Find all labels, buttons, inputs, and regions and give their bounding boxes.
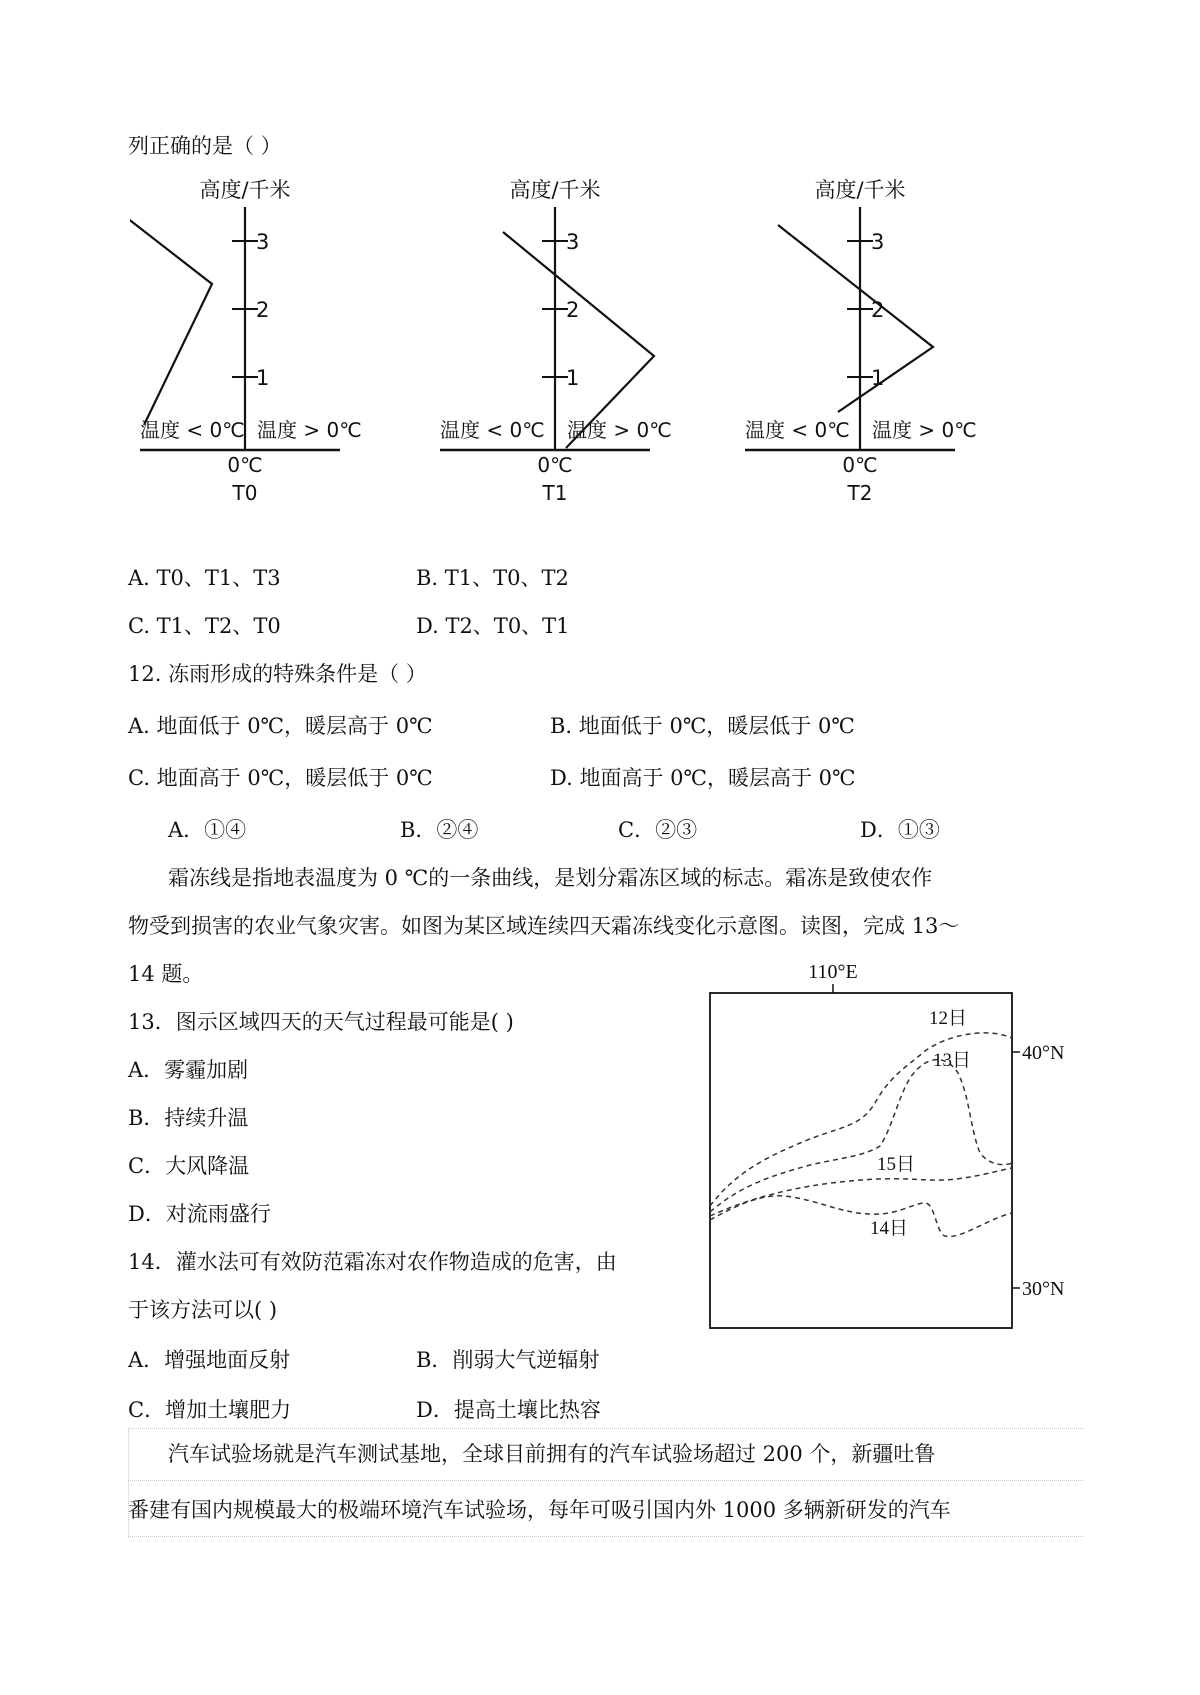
map-frame [710, 993, 1012, 1328]
tick-label-1: 1 [256, 366, 270, 390]
stray-option-c: C．②③ [618, 818, 698, 842]
stray-option-d: D．①③ [860, 818, 940, 842]
intro-line: 列正确的是（ ） [128, 134, 282, 158]
tick-label-3: 3 [566, 230, 580, 254]
right-region-label: 温度 > 0℃ [872, 418, 977, 442]
q14-option-d: D．提高土壤比热容 [416, 1398, 601, 1422]
q12-option-d: D. 地面高于 0℃，暖层高于 0℃ [550, 766, 856, 790]
temperature-profile-t1 [440, 172, 680, 512]
frost-passage-line-2: 物受到损害的农业气象灾害。如图为某区域连续四天霜冻线变化示意图。读图，完成 13～ [128, 914, 960, 938]
zero-label: 0℃ [842, 453, 878, 477]
right-region-label: 温度 > 0℃ [567, 418, 672, 442]
tick-label-3: 3 [256, 230, 270, 254]
q13-option-c: C．大风降温 [128, 1154, 250, 1178]
temperature-profile-t2 [745, 172, 985, 512]
q12-option-b: B. 地面低于 0℃，暖层低于 0℃ [550, 714, 855, 738]
q11-option-c: C. T1、T2、T0 [128, 614, 281, 638]
zero-label: 0℃ [227, 453, 263, 477]
y-axis-label: 高度/千米 [509, 178, 601, 202]
car-passage-line-1: 汽车试验场就是汽车测试基地，全球目前拥有的汽车试验场超过 200 个，新疆吐鲁 [168, 1442, 936, 1466]
zero-label: 0℃ [537, 453, 573, 477]
right-region-label: 温度 > 0℃ [257, 418, 362, 442]
longitude-label: 110°E [808, 961, 858, 983]
q12-stem: 12. 冻雨形成的特殊条件是（ ） [128, 662, 427, 686]
dotted-separator [128, 1480, 1083, 1481]
temperature-profile-line [503, 232, 654, 448]
q12-option-c: C. 地面高于 0℃，暖层低于 0℃ [128, 766, 433, 790]
car-passage-line-2: 番建有国内规模最大的极端环境汽车试验场，每年可吸引国内外 1000 多辆新研发的汽车 [128, 1498, 951, 1522]
q13-option-a: A．雾霾加剧 [128, 1058, 249, 1082]
left-region-label: 温度 < 0℃ [440, 418, 545, 442]
tick-label-3: 3 [871, 230, 885, 254]
latitude-label-top: 40°N [1022, 1042, 1065, 1064]
q13-option-d: D．对流雨盛行 [128, 1202, 271, 1226]
day-label-14: 14日 [870, 1218, 909, 1239]
frost-passage-line-3: 14 题。 [128, 962, 204, 986]
diagram-caption: T0 [232, 481, 258, 505]
latitude-label-bottom: 30°N [1022, 1278, 1065, 1300]
left-region-label: 温度 < 0℃ [745, 418, 850, 442]
tick-label-2: 2 [256, 298, 270, 322]
day-label-15: 15日 [877, 1154, 916, 1175]
q14-option-a: A．增强地面反射 [128, 1348, 291, 1372]
q13-stem: 13．图示区域四天的天气过程最可能是( ) [128, 1010, 514, 1034]
diagram-caption: T2 [847, 481, 873, 505]
q12-option-a: A. 地面低于 0℃，暖层高于 0℃ [128, 714, 433, 738]
tick-label-2: 2 [566, 298, 580, 322]
tick-label-1: 1 [566, 366, 580, 390]
day-label-12: 12日 [929, 1008, 968, 1029]
dotted-separator [128, 1428, 1083, 1429]
tick-label-1: 1 [871, 366, 885, 390]
frost-line-day14 [710, 1196, 1012, 1237]
frost-line-day15 [710, 1168, 1012, 1216]
temperature-profile-line [778, 225, 933, 412]
temperature-profile-t0 [130, 172, 370, 512]
q11-option-d: D. T2、T0、T1 [416, 614, 570, 638]
tick-label-2: 2 [871, 298, 885, 322]
q11-option-a: A. T0、T1、T3 [128, 566, 281, 590]
q14-stem-line-1: 14．灌水法可有效防范霜冻对农作物造成的危害，由 [128, 1250, 617, 1274]
frost-line-map [700, 958, 1100, 1338]
q11-option-b: B. T1、T0、T2 [416, 566, 569, 590]
q14-option-c: C．增加土壤肥力 [128, 1398, 292, 1422]
frost-line-day13 [710, 1060, 1012, 1212]
left-region-label: 温度 < 0℃ [140, 418, 245, 442]
day-label-13: 13日 [933, 1050, 972, 1071]
q14-option-b: B．削弱大气逆辐射 [416, 1348, 600, 1372]
temperature-profile-line [130, 214, 212, 425]
stray-option-a: A．①④ [168, 818, 247, 842]
frost-passage-line-1: 霜冻线是指地表温度为 0 ℃的一条曲线，是划分霜冻区域的标志。霜冻是致使农作 [168, 866, 933, 890]
stray-option-b: B．②④ [400, 818, 479, 842]
dotted-separator [128, 1536, 1083, 1537]
q14-stem-line-2: 于该方法可以( ) [128, 1298, 278, 1322]
y-axis-label: 高度/千米 [199, 178, 291, 202]
y-axis-label: 高度/千米 [814, 178, 906, 202]
q13-option-b: B．持续升温 [128, 1106, 249, 1130]
diagram-caption: T1 [542, 481, 568, 505]
